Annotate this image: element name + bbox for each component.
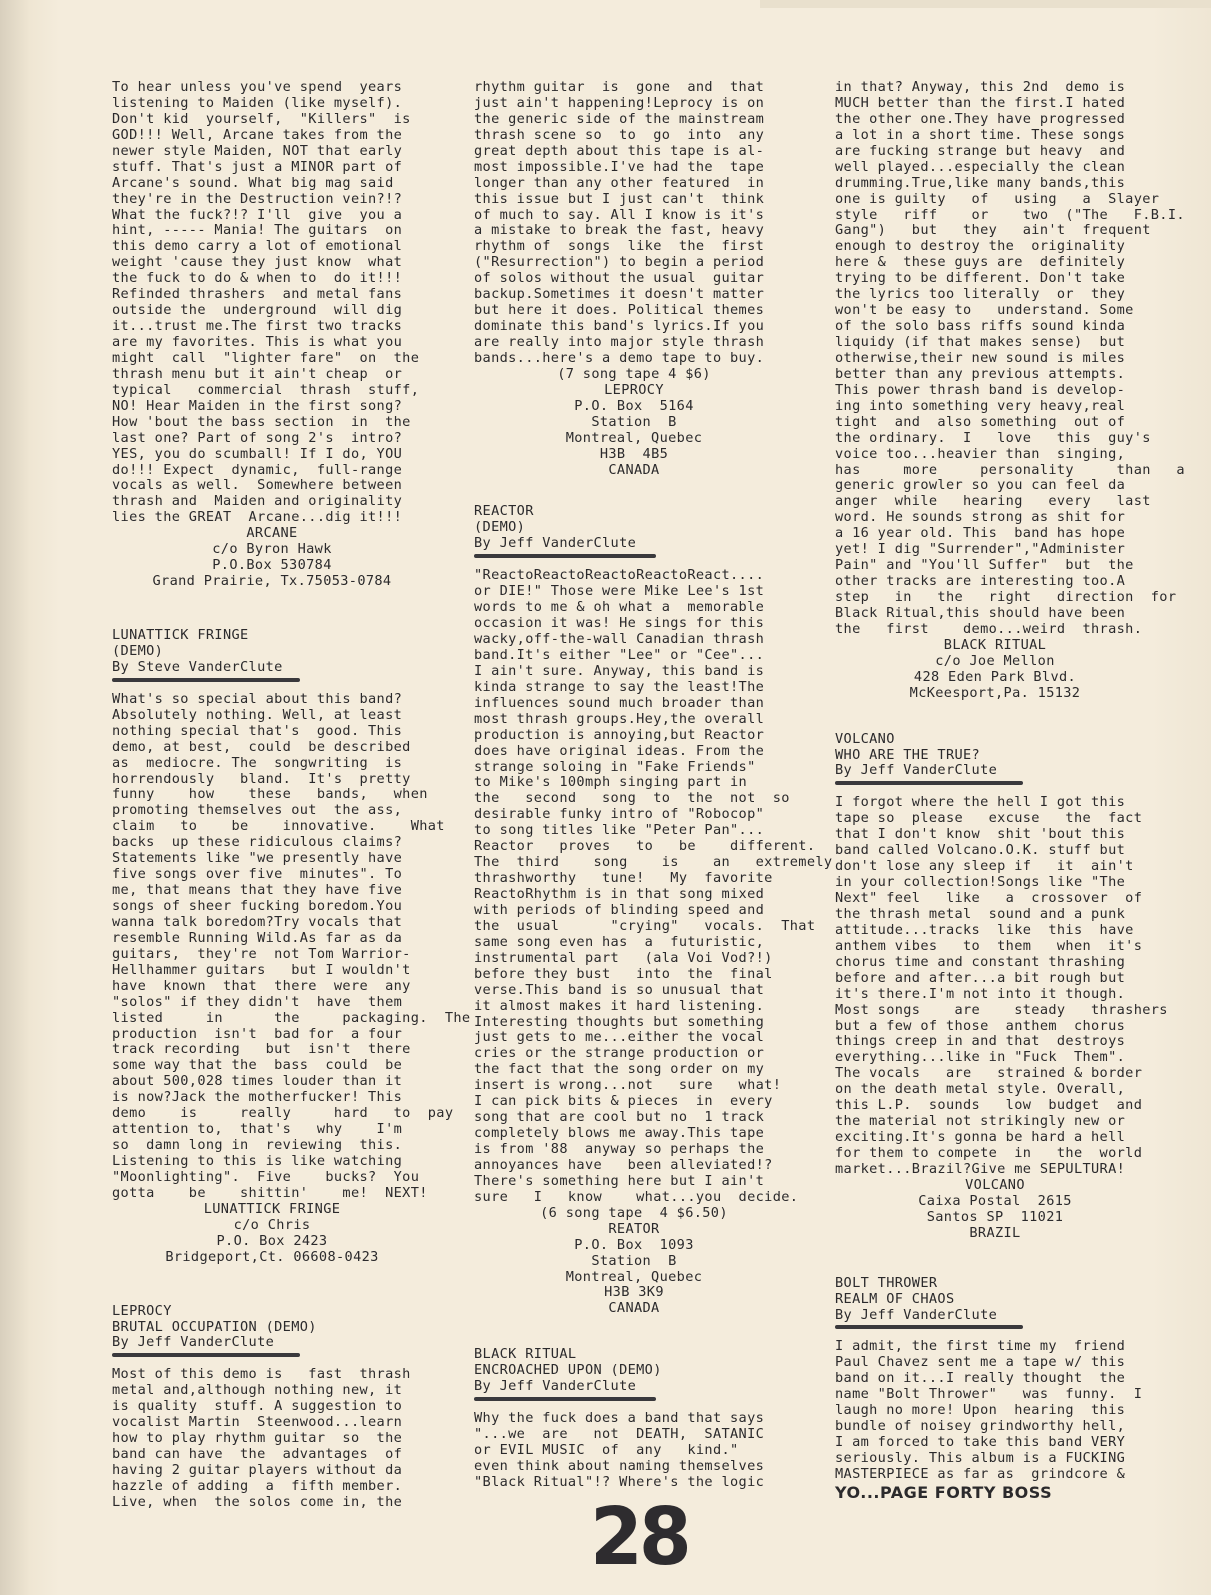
text-line: weight 'cause they just know what [112, 254, 403, 271]
text-line: as mediocre. The songwriting is [112, 754, 403, 771]
text-line: of much to say. All I know is it's [474, 206, 765, 223]
text-line: listening to Maiden (like myself). [112, 94, 403, 111]
text-line: are really into major style thrash [474, 334, 765, 350]
heading-underline [112, 1353, 300, 1357]
text-line: a lot in a short time. These songs [835, 126, 1126, 143]
text-line: do!!! Expect dynamic, full-range [112, 461, 403, 478]
address-line: Station B [591, 413, 677, 430]
text-line: nothing special that's good. This [112, 722, 403, 739]
column-3 [835, 80, 1185, 1501]
text-line: Refinded thrashers and metal fans [112, 286, 403, 303]
text-line: seriously. This album is a FUCKING [835, 1450, 1126, 1466]
text-line: having 2 guitar players without da [112, 1462, 403, 1478]
address-line: P.O. Box 1093 [574, 1236, 694, 1253]
text-line: is now?Jack the motherfucker! This [112, 1089, 403, 1106]
text-line: ing into something very heavy,real [835, 397, 1126, 414]
text-line: the usual "crying" vocals. That [474, 917, 816, 934]
text-line: gotta be shittin' me! NEXT! [112, 1184, 428, 1201]
text-line: horrendously bland. It's pretty [112, 770, 411, 787]
address-line: BRAZIL [969, 1224, 1021, 1241]
text-line: production isn't bad for a four [112, 1025, 403, 1042]
text-line: Next" feel like a crossover of [835, 890, 1143, 906]
band-address [474, 1206, 832, 1318]
heading-underline [835, 781, 1023, 785]
text-line: wanna talk boredom?Try vocals that [112, 913, 403, 930]
review-title: VOLCANO [835, 730, 895, 747]
address-line: Montreal, Quebec [565, 429, 703, 446]
text-line: strange soloing in "Fake Friends" [474, 758, 756, 775]
text-line: Most songs are steady thrashers [835, 1001, 1168, 1018]
review-byline: By Jeff VanderClute [835, 762, 998, 779]
text-line: I ain't sure. Anyway, this band is [474, 662, 765, 679]
text-line: that I don't know shit 'bout this [835, 826, 1126, 843]
text-line: outside the underground will dig [112, 302, 403, 319]
text-line: GOD!!! Well, Arcane takes from the [112, 126, 403, 143]
text-line: cries or the strange production or [474, 1045, 765, 1062]
review-body [835, 1339, 1185, 1482]
page-edge [760, 0, 1211, 8]
text-line: wacky,off-the-wall Canadian thrash [474, 631, 765, 647]
text-line: desirable funky intro of "Robocop" [474, 806, 765, 823]
text-line: MASTERPIECE as far as grindcore & [835, 1465, 1126, 1482]
text-line: I am forced to take this band VERY [835, 1434, 1126, 1451]
text-line: attention to, that's why I'm [112, 1121, 403, 1138]
text-line: does have original ideas. From the [474, 742, 765, 759]
text-line: completely blows me away.This tape [474, 1125, 765, 1142]
text-line: on the death metal style. Overall, [835, 1081, 1126, 1098]
review-title: (DEMO) [112, 642, 164, 659]
text-line: attitude...tracks like this have [835, 921, 1134, 938]
review-body [835, 795, 1185, 1178]
heading-underline [835, 1325, 1023, 1329]
text-line: the ordinary. I love this guy's [835, 429, 1151, 446]
text-line: thrashworthy tune! My favorite [474, 870, 773, 887]
text-line: I forgot where the hell I got this [835, 794, 1126, 811]
text-line: here & these guys are definitely [835, 254, 1126, 271]
text-line: enough to destroy the originality [835, 238, 1126, 255]
address-line: c/o Chris [233, 1216, 311, 1233]
text-line: the thrash metal sound and a punk [835, 905, 1126, 922]
text-line: style riff or two ("The F.B.I. [835, 206, 1185, 223]
text-line: trying to be different. Don't take [835, 270, 1126, 287]
address-line: Montreal, Quebec [565, 1268, 703, 1285]
address-line: LUNATTICK FRINGE [203, 1200, 341, 1217]
address-line: LEPROCY [604, 381, 664, 398]
text-line: backs up these ridiculous claims? [112, 834, 403, 851]
text-line: are fucking strange but heavy and [835, 142, 1126, 159]
text-line: YES, you do scumball! If I do, YOU [112, 445, 403, 462]
text-line: has more personality than a [835, 461, 1185, 478]
text-line: NO! Hear Maiden in the first song? [112, 397, 403, 414]
text-line: vocalist Martin Steenwood...learn [112, 1414, 403, 1431]
text-line: resemble Running Wild.As far as da [112, 929, 403, 946]
text-line: MUCH better than the first.I hated [835, 94, 1126, 111]
text-line: Gang") but they ain't frequent [835, 222, 1151, 239]
text-line: laugh no more! Upon hearing this [835, 1402, 1126, 1419]
text-line: the other one.They have progressed [835, 110, 1126, 127]
review-title: REACTOR [474, 503, 534, 520]
text-line: Reactor proves to be different. [474, 838, 816, 855]
text-line: everything...like in "Fuck Them". [835, 1049, 1126, 1066]
text-line: bundle of noisey grindworthy hell, [835, 1418, 1126, 1435]
text-line: How 'bout the bass section in the [112, 413, 411, 430]
review-heading [474, 504, 832, 558]
address-line: ARCANE [246, 525, 298, 542]
review-title: BLACK RITUAL [474, 1346, 577, 1363]
text-line: Absolutely nothing. Well, at least [112, 706, 403, 723]
text-line: a 16 year old. This band has hope [835, 525, 1126, 542]
address-line: BLACK RITUAL [943, 636, 1047, 653]
text-line: newer style Maiden, NOT that early [112, 142, 403, 159]
text-line: are my favorites. This is what you [112, 334, 403, 350]
address-line: P.O.Box 530784 [212, 557, 332, 574]
text-line: Black Ritual,this should have been [835, 604, 1126, 621]
band-address [835, 1178, 1185, 1242]
heading-underline [474, 554, 656, 558]
text-line: voice too...heavier than singing, [835, 445, 1126, 462]
text-line: ReactoRhythm is in that song mixed [474, 886, 765, 902]
text-line: the generic side of the mainstream [474, 110, 765, 127]
text-line: in that? Anyway, this 2nd demo is [835, 79, 1126, 95]
text-line: so damn long in reviewing this. [112, 1137, 403, 1154]
band-address [474, 367, 832, 479]
text-line: five songs over five minutes". To [112, 866, 403, 883]
text-line: kinda strange to say the least!The [474, 678, 765, 695]
text-line: is quality stuff. A suggestion to [112, 1398, 403, 1415]
text-line: other tracks are interesting too.A [835, 573, 1126, 590]
review-body [112, 80, 470, 526]
text-line: track recording but isn't there [112, 1041, 411, 1058]
text-line: to song titles like "Peter Pan"... [474, 822, 765, 839]
address-line: P.O. Box 5164 [574, 397, 694, 414]
text-line: Statements like "we presently have [112, 850, 403, 867]
review-title: BRUTAL OCCUPATION (DEMO) [112, 1318, 317, 1335]
address-line: Grand Prairie, Tx.75053-0784 [152, 573, 392, 590]
text-line: typical commercial thrash stuff, [112, 381, 420, 398]
address-line: McKeesport,Pa. 15132 [909, 684, 1081, 701]
text-line: the fact that the song order on my [474, 1061, 765, 1078]
text-line: Why the fuck does a band that says [474, 1410, 765, 1427]
address-line: 428 Eden Park Blvd. [913, 668, 1077, 685]
text-line: "Black Ritual"!? Where's the logic [474, 1473, 765, 1490]
text-line: of solos without the usual guitar [474, 270, 765, 287]
review-body [112, 1367, 470, 1510]
address-line: c/o Joe Mellon [935, 652, 1055, 669]
address-line: CANADA [608, 1300, 660, 1317]
text-line: better than any previous attempts. [835, 365, 1126, 382]
text-line: the lyrics too literally or they [835, 286, 1126, 303]
text-line: how to play rhythm guitar so the [112, 1430, 403, 1447]
text-line: Pain" and "You'll Suffer" but the [835, 557, 1134, 574]
text-line: hint, ----- Mania! The guitars on [112, 222, 403, 239]
band-address [112, 526, 470, 590]
text-line: verse.This band is so unusual that [474, 981, 765, 998]
review-title: REALM OF CHAOS [835, 1290, 955, 1307]
text-line: about 500,028 times louder than it [112, 1073, 403, 1090]
text-line: it's there.I'm not into it though. [835, 985, 1126, 1002]
page-number: 28 [590, 1489, 688, 1584]
text-line: anger while hearing every last [835, 493, 1151, 510]
spacer [112, 590, 470, 628]
review-heading [474, 1347, 832, 1401]
text-line: "solos" if they didn't have them [112, 993, 403, 1010]
text-line: one is guilty of using a Slayer [835, 190, 1160, 207]
text-line: the fuck to do & when to do it!!! [112, 270, 403, 287]
review-title: BOLT THROWER [835, 1274, 938, 1291]
text-line: name "Bolt Thrower" was funny. I [835, 1386, 1143, 1403]
text-line: is from '88 anyway so perhaps the [474, 1141, 765, 1157]
address-line: H3B 3K9 [604, 1284, 664, 1301]
spacer [474, 1317, 832, 1347]
text-line: What the fuck?!? I'll give you a [112, 206, 403, 223]
text-line: otherwise,their new sound is miles [835, 349, 1126, 366]
text-line: liquidy (if that makes sense) but [835, 334, 1126, 350]
text-line: band can have the advantages of [112, 1446, 403, 1463]
review-body [112, 692, 470, 1202]
review-byline: By Jeff VanderClute [474, 1378, 637, 1395]
text-line: some way that the bass could be [112, 1057, 403, 1074]
text-line: Interesting thoughts but something [474, 1013, 765, 1030]
text-line: Don't kid yourself, "Killers" is [112, 110, 411, 127]
text-line: chorus time and constant thrashing [835, 953, 1126, 970]
text-line: longer than any other featured in [474, 174, 765, 191]
text-line: thrash scene so to go into any [474, 126, 765, 143]
text-line: hazzle of adding a fifth member. [112, 1477, 403, 1494]
continued-footer: YO...PAGE FORTY BOSS [835, 1482, 1053, 1502]
text-line: to Mike's 100mph singing part in [474, 774, 748, 791]
text-line: Most of this demo is fast thrash [112, 1366, 411, 1383]
text-line: exciting.It's gonna be hard a hell [835, 1129, 1126, 1146]
text-line: This power thrash band is develop- [835, 381, 1126, 398]
text-line: step in the right direction for [835, 589, 1177, 605]
text-line: insert is wrong...not sure what! [474, 1077, 782, 1094]
text-line: but here it does. Political themes [474, 302, 765, 319]
text-line: promoting themselves out the ass, [112, 802, 403, 819]
text-line: have known that there were any [112, 977, 411, 994]
text-line: band.It's either "Lee" or "Cee"... [474, 646, 765, 663]
text-line: band called Volcano.O.K. stuff but [835, 842, 1126, 859]
text-line: Hellhammer guitars but I wouldn't [112, 961, 411, 978]
text-line: I can pick bits & pieces in every [474, 1093, 773, 1110]
text-line: occasion it was! He sings for this [474, 615, 765, 632]
text-line: dominate this band's lyrics.If you [474, 318, 765, 335]
address-line: Station B [591, 1252, 677, 1269]
heading-underline [112, 678, 300, 682]
text-line: "ReactoReactoReactoReactoReact.... [474, 567, 765, 584]
text-line: I admit, the first time my friend [835, 1338, 1126, 1355]
review-title: ENCROACHED UPON (DEMO) [474, 1362, 662, 1379]
text-line: Live, when the solos come in, the [112, 1493, 403, 1510]
heading-underline [474, 1397, 656, 1401]
text-line: sure I know what...you decide. [474, 1188, 799, 1205]
review-body [474, 1411, 832, 1491]
text-line: the second song to the not so [474, 790, 790, 807]
text-line: drumming.True,like many bands,this [835, 174, 1126, 191]
text-line: Arcane's sound. What big mag said [112, 174, 394, 191]
review-heading [112, 628, 470, 682]
review-title: LUNATTICK FRINGE [112, 627, 249, 643]
text-line: influences sound much broader than [474, 694, 765, 711]
text-line: "Moonlighting". Five bucks? You [112, 1168, 420, 1185]
text-line: words to me & oh what a memorable [474, 599, 765, 616]
address-line: H3B 4B5 [599, 445, 669, 462]
review-byline: By Jeff VanderClute [474, 535, 637, 552]
address-line: VOLCANO [965, 1176, 1025, 1193]
spacer [835, 702, 1185, 732]
text-line: There's something here but I ain't [474, 1172, 765, 1189]
address-line: (6 song tape 4 $6.50) [540, 1204, 728, 1221]
text-line: last one? Part of song 2's intro? [112, 429, 403, 446]
text-line: demo is really hard to pay [112, 1105, 454, 1122]
review-title: LEPROCY [112, 1302, 172, 1319]
text-line: The vocals are strained & border [835, 1065, 1143, 1082]
text-line: lies the GREAT Arcane...dig it!!! [112, 509, 403, 526]
text-line: instrumental part (ala Voi Vod?!) [474, 949, 773, 966]
text-line: listed in the packaging. The [112, 1009, 471, 1026]
text-line: generic growler so you can feel da [835, 477, 1126, 494]
review-title: (DEMO) [474, 519, 526, 536]
text-line: production is annoying,but Reactor [474, 726, 765, 743]
text-line: in your collection!Songs like "The [835, 874, 1126, 891]
text-line: a mistake to break the fast, heavy [474, 222, 765, 239]
review-body [474, 80, 832, 367]
spacer [112, 1266, 470, 1304]
text-line: or DIE!" Those were Mike Lee's 1st [474, 583, 765, 600]
review-heading [835, 732, 1185, 786]
text-line: "...we are not DEATH, SATANIC [474, 1426, 765, 1443]
address-line: Caixa Postal 2615 [918, 1192, 1072, 1209]
text-line: before they bust into the final [474, 965, 773, 982]
text-line: won't be easy to understand. Some [835, 302, 1134, 319]
text-line: don't lose any sleep if it ain't [835, 858, 1134, 875]
text-line: guitars, they're not Tom Warrior- [112, 945, 411, 962]
text-line: What's so special about this band? [112, 690, 403, 707]
text-line: just gets to me...either the vocal [474, 1029, 765, 1046]
text-line: To hear unless you've spend years [112, 79, 403, 95]
column-1 [112, 80, 470, 1511]
band-address [112, 1202, 470, 1266]
review-heading [112, 1304, 470, 1358]
text-line: band on it...I really thought the [835, 1370, 1126, 1387]
band-address [835, 638, 1185, 702]
review-heading [835, 1276, 1185, 1330]
address-line: (7 song tape 4 $6) [557, 365, 711, 382]
text-line: great depth about this tape is al- [474, 142, 765, 159]
text-line: of the solo bass riffs sound kinda [835, 318, 1126, 335]
text-line: ("Resurrection") to begin a period [474, 254, 765, 271]
review-byline: By Steve VanderClute [112, 658, 283, 675]
text-line: might call "lighter fare" on the [112, 349, 420, 366]
text-line: annoyances have been alleviated!? [474, 1156, 773, 1173]
text-line: metal and,although nothing new, it [112, 1382, 403, 1399]
text-line: with periods of blinding speed and [474, 901, 765, 918]
text-line: well played...especially the clean [835, 158, 1126, 175]
text-line: Paul Chavez sent me a tape w/ this [835, 1354, 1126, 1371]
text-line: Listening to this is like watching [112, 1153, 403, 1169]
text-line: tight and also something out of [835, 413, 1126, 430]
text-line: The third song is an extremely [474, 854, 833, 871]
text-line: demo, at best, could be described [112, 738, 411, 755]
text-line: rhythm of songs like the first [474, 238, 765, 255]
text-line: backup.Sometimes it doesn't matter [474, 286, 765, 303]
text-line: tape so please excuse the fact [835, 810, 1143, 827]
text-line: me, that means that they have five [112, 882, 403, 899]
spacer [474, 478, 832, 504]
text-line: or EVIL MUSIC of any kind." [474, 1442, 739, 1458]
text-line: the material not strikingly new or [835, 1113, 1126, 1130]
text-line: before and after...a bit rough but [835, 969, 1126, 986]
text-line: claim to be innovative. What [112, 818, 445, 835]
review-byline: By Jeff VanderClute [835, 1306, 998, 1323]
text-line: yet! I dig "Surrender","Administer [835, 541, 1126, 558]
review-byline: By Jeff VanderClute [112, 1334, 275, 1351]
text-line: song that are cool but no 1 track [474, 1109, 765, 1126]
text-line: most impossible.I've had the tape [474, 158, 765, 175]
column-2 [474, 80, 832, 1491]
text-line: but a few of those anthem chorus [835, 1017, 1126, 1034]
text-line: bands...here's a demo tape to buy. [474, 349, 765, 366]
address-line: Bridgeport,Ct. 06608-0423 [165, 1248, 379, 1265]
text-line: it almost makes it hard listening. [474, 997, 765, 1014]
review-body [835, 80, 1185, 638]
text-line: things creep in and that destroys [835, 1033, 1126, 1050]
text-line: same song even has a futuristic, [474, 933, 765, 950]
address-line: CANADA [608, 461, 660, 478]
text-line: this demo carry a lot of emotional [112, 238, 403, 255]
text-line: this L.P. sounds low budget and [835, 1097, 1143, 1114]
text-line: rhythm guitar is gone and that [474, 79, 765, 95]
text-line: they're in the Destruction vein?!? [112, 190, 403, 207]
text-line: market...Brazil?Give me SEPULTURA! [835, 1160, 1126, 1177]
address-line: P.O. Box 2423 [216, 1232, 328, 1249]
text-line: it...trust me.The first two tracks [112, 318, 403, 335]
text-line: for them to compete in the world [835, 1145, 1143, 1161]
text-line: this issue but I just can't think [474, 190, 765, 207]
text-line: songs of sheer fucking boredom.You [112, 898, 403, 914]
text-line: thrash menu but it ain't cheap or [112, 365, 403, 382]
address-line: c/o Byron Hawk [212, 541, 332, 558]
text-line: even think about naming themselves [474, 1457, 765, 1474]
text-line: the first demo...weird thrash. [835, 620, 1143, 637]
text-line: word. He sounds strong as shit for [835, 509, 1126, 526]
text-line: thrash and Maiden and originality [112, 493, 403, 510]
review-title: WHO ARE THE TRUE? [835, 746, 981, 763]
text-line: funny how these bands, when [112, 786, 428, 803]
address-line: Santos SP 11021 [926, 1208, 1064, 1225]
text-line: anthem vibes to them when it's [835, 937, 1143, 954]
text-line: stuff. That's just a MINOR part of [112, 158, 403, 175]
text-line: most thrash groups.Hey,the overall [474, 710, 765, 727]
address-line: REATOR [608, 1220, 660, 1237]
text-line: vocals as well. Somewhere between [112, 477, 403, 494]
review-body [474, 568, 832, 1206]
text-line: just ain't happening!Leprocy is on [474, 94, 765, 111]
spacer [835, 1242, 1185, 1276]
